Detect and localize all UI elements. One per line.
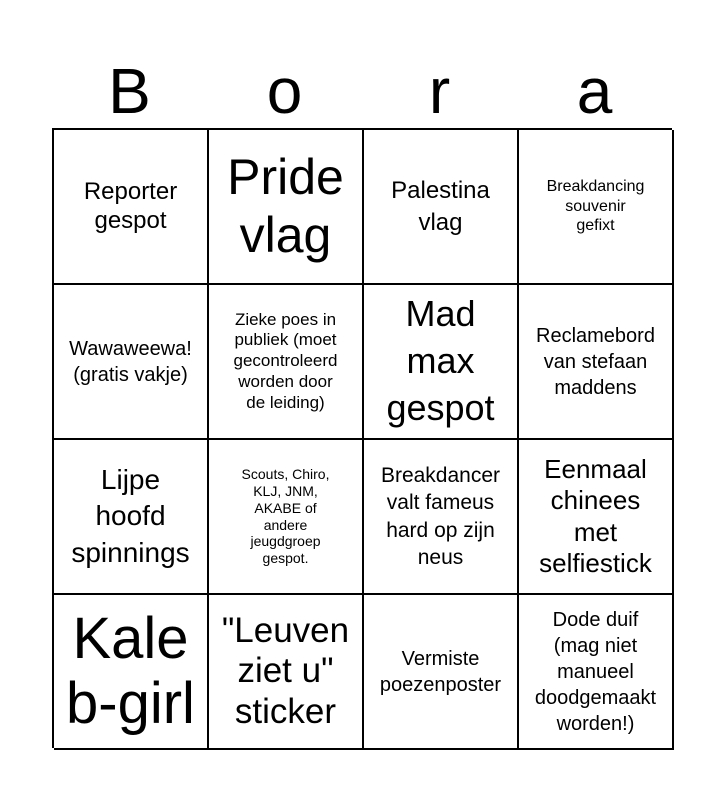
bingo-cell[interactable] — [209, 595, 364, 750]
title-letter: r — [428, 55, 451, 127]
cell-text: Kale b-girl — [66, 605, 195, 736]
title-letter: o — [266, 55, 303, 127]
cell-text: Dode duif (mag niet manueel doodgemaakt worden!) — [534, 608, 657, 735]
cell-text: Reclamebord van stefaan maddens — [536, 324, 655, 399]
cell-text: Lijpe hoofd spinnings — [71, 463, 190, 568]
bingo-grid — [52, 128, 672, 748]
bingo-cell[interactable] — [519, 440, 674, 595]
cell-text: "Leuven ziet u" sticker — [221, 611, 350, 731]
bingo-cell[interactable] — [209, 440, 364, 595]
cell-text: Pride vlag — [227, 149, 344, 263]
cell-text: Mad max gespot — [386, 293, 495, 428]
title-letter: B — [108, 55, 151, 127]
cell-text: Reporter gespot — [83, 177, 178, 234]
bingo-cell[interactable] — [364, 595, 519, 750]
cell-text: Wawaweewa! (gratis vakje) — [69, 337, 192, 386]
cell-text: Breakdancing souvenir gefixt — [546, 178, 645, 235]
bingo-cell[interactable] — [519, 130, 674, 285]
cell-text: Zieke poes in publiek (moet gecontroleerd worden door de leiding) — [233, 309, 338, 412]
bingo-cell[interactable] — [54, 440, 209, 595]
cell-text: Eenmaal chinees met selfiestick — [539, 454, 652, 578]
bingo-cell[interactable] — [364, 440, 519, 595]
bingo-title — [52, 56, 672, 126]
bingo-cell[interactable] — [364, 130, 519, 285]
cell-text: Vermiste poezenposter — [379, 647, 502, 696]
bingo-cell[interactable] — [209, 130, 364, 285]
title-letter: a — [576, 55, 613, 127]
cell-text: Palestina vlag — [391, 177, 490, 236]
bingo-cell[interactable] — [519, 595, 674, 750]
cell-text: Scouts, Chiro, KLJ, JNM, AKABE of andere jeugdgroep gespot. — [241, 466, 330, 567]
bingo-cell[interactable] — [54, 130, 209, 285]
bingo-cell[interactable] — [519, 285, 674, 440]
cell-text: Breakdancer valt fameus hard op zijn neus — [380, 463, 501, 569]
bingo-cell[interactable] — [209, 285, 364, 440]
bingo-cell[interactable] — [54, 285, 209, 440]
bingo-cell[interactable] — [364, 285, 519, 440]
bingo-cell[interactable] — [54, 595, 209, 750]
